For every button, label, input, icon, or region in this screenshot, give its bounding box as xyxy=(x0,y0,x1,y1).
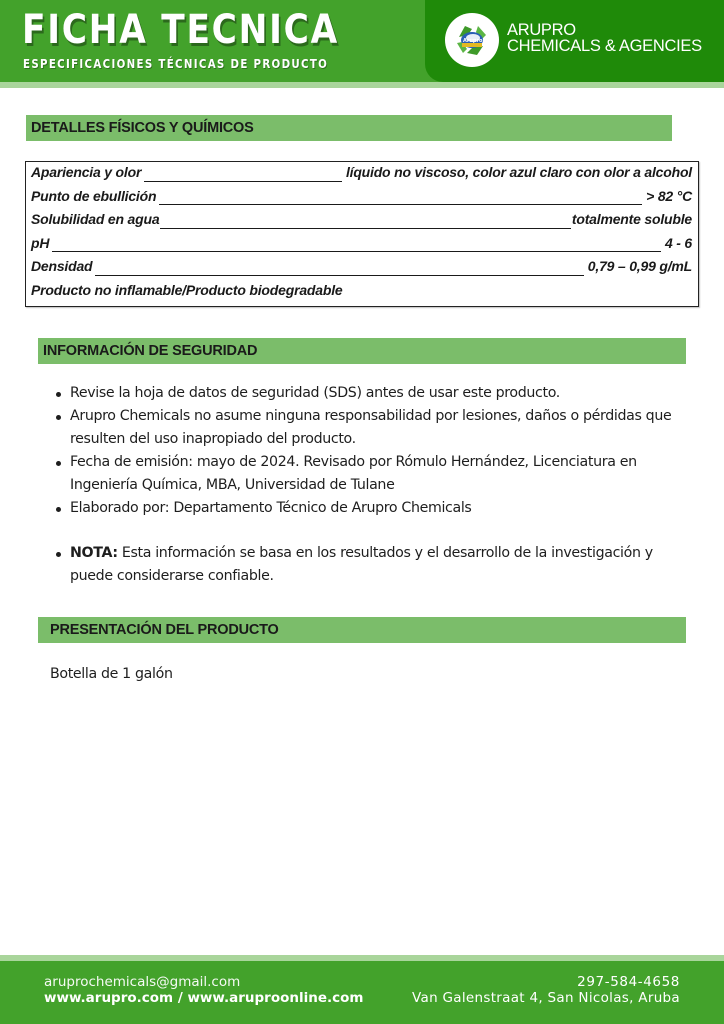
brand-name-line2: CHEMICALS & AGENCIES xyxy=(507,37,702,55)
list-item: Fecha de emisión: mayo de 2024. Revisado por Rómulo Hernández, Licenciatura en Ingeniería Química, MBA, Universidad de Tulane xyxy=(70,451,690,497)
list-item: Revise la hoja de datos de seguridad (SDS) antes de usar este producto. xyxy=(70,382,690,405)
safety-list xyxy=(70,382,690,588)
list-item: Arupro Chemicals no asume ninguna responsabilidad por lesiones, daños o pérdidas que resulten del uso inapropiado del producto. xyxy=(70,405,690,451)
leader-line xyxy=(144,170,342,182)
footer-phone: 297-584-4658 xyxy=(577,974,680,990)
page-subtitle: ESPECIFICACIONES TÉCNICAS DE PRODUCTO xyxy=(23,56,329,71)
section-heading-safety: INFORMACIÓN DE SEGURIDAD xyxy=(38,338,686,364)
spec-value: 4 - 6 xyxy=(664,234,692,251)
spec-label: Apariencia y olor xyxy=(31,164,142,180)
spec-row-density xyxy=(31,258,692,282)
spec-value: líquido no viscoso, color azul claro con olor a alcohol xyxy=(345,164,692,180)
leader-line xyxy=(159,193,642,205)
spec-row-ph xyxy=(31,235,692,259)
nota-label: NOTA: xyxy=(70,545,118,561)
brand-name-line1: ARUPRO xyxy=(507,21,576,39)
spec-value: 0,79 – 0,99 g/mL xyxy=(587,258,692,274)
spec-table xyxy=(25,161,699,307)
spec-label: Solubilidad en agua xyxy=(31,211,160,227)
logo-text: Arupro xyxy=(463,38,483,44)
leader-line xyxy=(95,264,583,276)
leader-line xyxy=(52,240,661,252)
spec-label: Punto de ebullición xyxy=(31,187,157,204)
section-heading-physical: DETALLES FÍSICOS Y QUÍMICOS xyxy=(26,115,672,141)
spec-note-text: Producto no inflamable/Producto biodegradable xyxy=(31,281,343,298)
list-item-nota xyxy=(70,542,690,588)
spec-note xyxy=(31,282,692,306)
page-title: FICHA TECNICA xyxy=(22,7,339,53)
spec-label: Densidad xyxy=(31,258,93,274)
spec-label: pH xyxy=(31,234,50,251)
spec-row-boiling-point xyxy=(31,188,692,212)
spec-row-solubility xyxy=(31,211,692,235)
recycle-logo-icon xyxy=(445,13,499,67)
header-accent-strip xyxy=(0,82,724,88)
spec-value: totalmente soluble xyxy=(571,211,692,227)
section-heading-presentation: PRESENTACIÓN DEL PRODUCTO xyxy=(38,617,686,643)
nota-text: Esta información se basa en los resultados y el desarrollo de la investigación y puede considerarse confiable. xyxy=(70,545,653,584)
spec-row-appearance xyxy=(31,164,692,188)
footer-websites[interactable]: www.arupro.com / www.aruproonline.com xyxy=(44,990,364,1006)
footer-email[interactable]: aruprochemicals@gmail.com xyxy=(44,974,241,990)
brand-name xyxy=(507,22,702,54)
presentation-text: Botella de 1 galón xyxy=(50,666,173,682)
spec-value: > 82 °C xyxy=(646,187,692,204)
list-item: Elaborado por: Departamento Técnico de Arupro Chemicals xyxy=(70,497,690,520)
leader-line xyxy=(160,217,570,229)
footer-address: Van Galenstraat 4, San Nicolas, Aruba xyxy=(412,990,680,1006)
footer xyxy=(0,961,724,1024)
